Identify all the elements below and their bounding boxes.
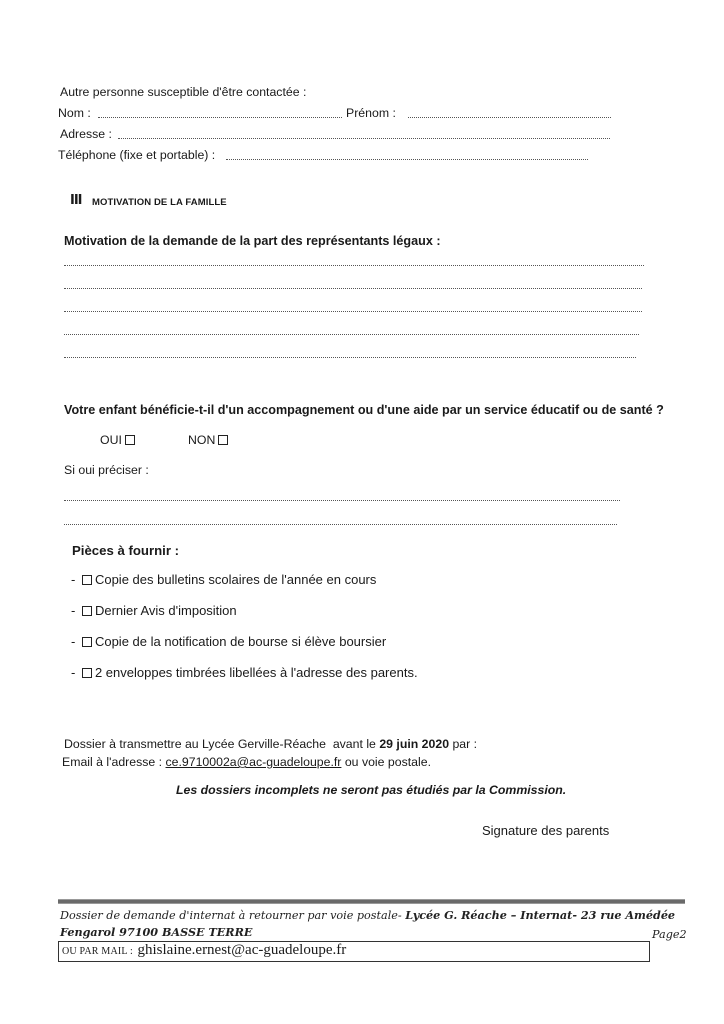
email-prefix: Email à l'adresse :	[62, 755, 163, 769]
piece-checkbox[interactable]	[82, 668, 92, 678]
footer-line-1	[60, 908, 675, 922]
precise-line-2[interactable]	[64, 524, 617, 525]
mail-label: OU PAR MAIL :	[62, 946, 134, 957]
telephone-field[interactable]	[226, 159, 588, 160]
oui-option[interactable]	[100, 433, 138, 447]
piece-checkbox[interactable]	[82, 575, 92, 585]
email-link[interactable]: ce.9710002a@ac-guadeloupe.fr	[165, 755, 342, 769]
support-question: Votre enfant bénéficie-t-il d'un accompagnement ou d'une aide par un service éducatif ou de santé ?	[64, 403, 664, 417]
footer-line-2: Fengarol 97100 BASSE TERRE	[60, 925, 253, 939]
piece-label: 2 enveloppes timbrées libellées à l'adresse des parents.	[94, 665, 418, 680]
piece-item: - Copie de la notification de bourse si élève boursier	[71, 634, 387, 649]
mail-address[interactable]: ghislaine.ernest@ac-guadeloupe.fr	[137, 942, 347, 958]
prenom-field[interactable]	[408, 117, 611, 118]
transmission-line-2	[62, 755, 431, 769]
non-checkbox[interactable]	[218, 435, 228, 445]
section-number: III	[70, 193, 82, 208]
oui-checkbox[interactable]	[125, 435, 135, 445]
footer-mail-line	[62, 941, 346, 959]
email-suffix: ou voie postale.	[344, 755, 431, 769]
non-label: NON	[188, 433, 216, 447]
piece-label: Dernier Avis d'imposition	[94, 603, 237, 618]
motivation-label: Motivation de la demande de la part des représentants légaux :	[64, 234, 441, 248]
adresse-label: Adresse :	[60, 127, 112, 141]
oui-label: OUI	[100, 433, 122, 447]
precise-line-1[interactable]	[64, 500, 620, 501]
deadline-date: 29 juin 2020	[379, 737, 450, 751]
piece-item: - Dernier Avis d'imposition	[71, 603, 237, 618]
motivation-line-4[interactable]	[64, 334, 639, 335]
motivation-line-5[interactable]	[64, 357, 636, 358]
section-title: MOTIVATION DE LA FAMILLE	[92, 197, 227, 208]
non-option[interactable]	[188, 433, 231, 447]
piece-label: Copie de la notification de bourse si élève boursier	[94, 634, 387, 649]
signature-label: Signature des parents	[482, 823, 610, 838]
adresse-field[interactable]	[118, 138, 610, 139]
nom-field[interactable]	[98, 117, 342, 118]
transmission-prefix: Dossier à transmettre au Lycée Gerville-Réache avant le	[64, 737, 376, 751]
prenom-label: Prénom :	[346, 106, 396, 120]
footer-address-bold: Lycée G. Réache – Internat- 23 rue Amédée	[405, 908, 676, 922]
transmission-line-1	[64, 737, 477, 751]
motivation-line-1[interactable]	[64, 265, 644, 266]
piece-label: Copie des bulletins scolaires de l'année en cours	[94, 572, 377, 587]
page-number: Page2	[652, 928, 687, 941]
pieces-heading: Pièces à fournir :	[72, 543, 180, 558]
telephone-label: Téléphone (fixe et portable) :	[58, 148, 216, 162]
piece-item: - 2 enveloppes timbrées libellées à l'adresse des parents.	[71, 665, 418, 680]
nom-label: Nom :	[58, 106, 91, 120]
piece-checkbox[interactable]	[82, 637, 92, 647]
piece-checkbox[interactable]	[82, 606, 92, 616]
footer-divider	[58, 899, 685, 904]
motivation-line-2[interactable]	[64, 288, 642, 289]
piece-item: - Copie des bulletins scolaires de l'année en cours	[71, 572, 377, 587]
incomplete-warning: Les dossiers incomplets ne seront pas étudiés par la Commission.	[176, 783, 567, 797]
transmission-suffix: par :	[452, 737, 478, 751]
motivation-line-3[interactable]	[64, 311, 642, 312]
precise-label: Si oui préciser :	[64, 463, 149, 477]
footer-normal-text: Dossier de demande d'internat à retourner par voie postale-	[60, 909, 402, 922]
contact-heading: Autre personne susceptible d'être contactée :	[60, 85, 307, 99]
